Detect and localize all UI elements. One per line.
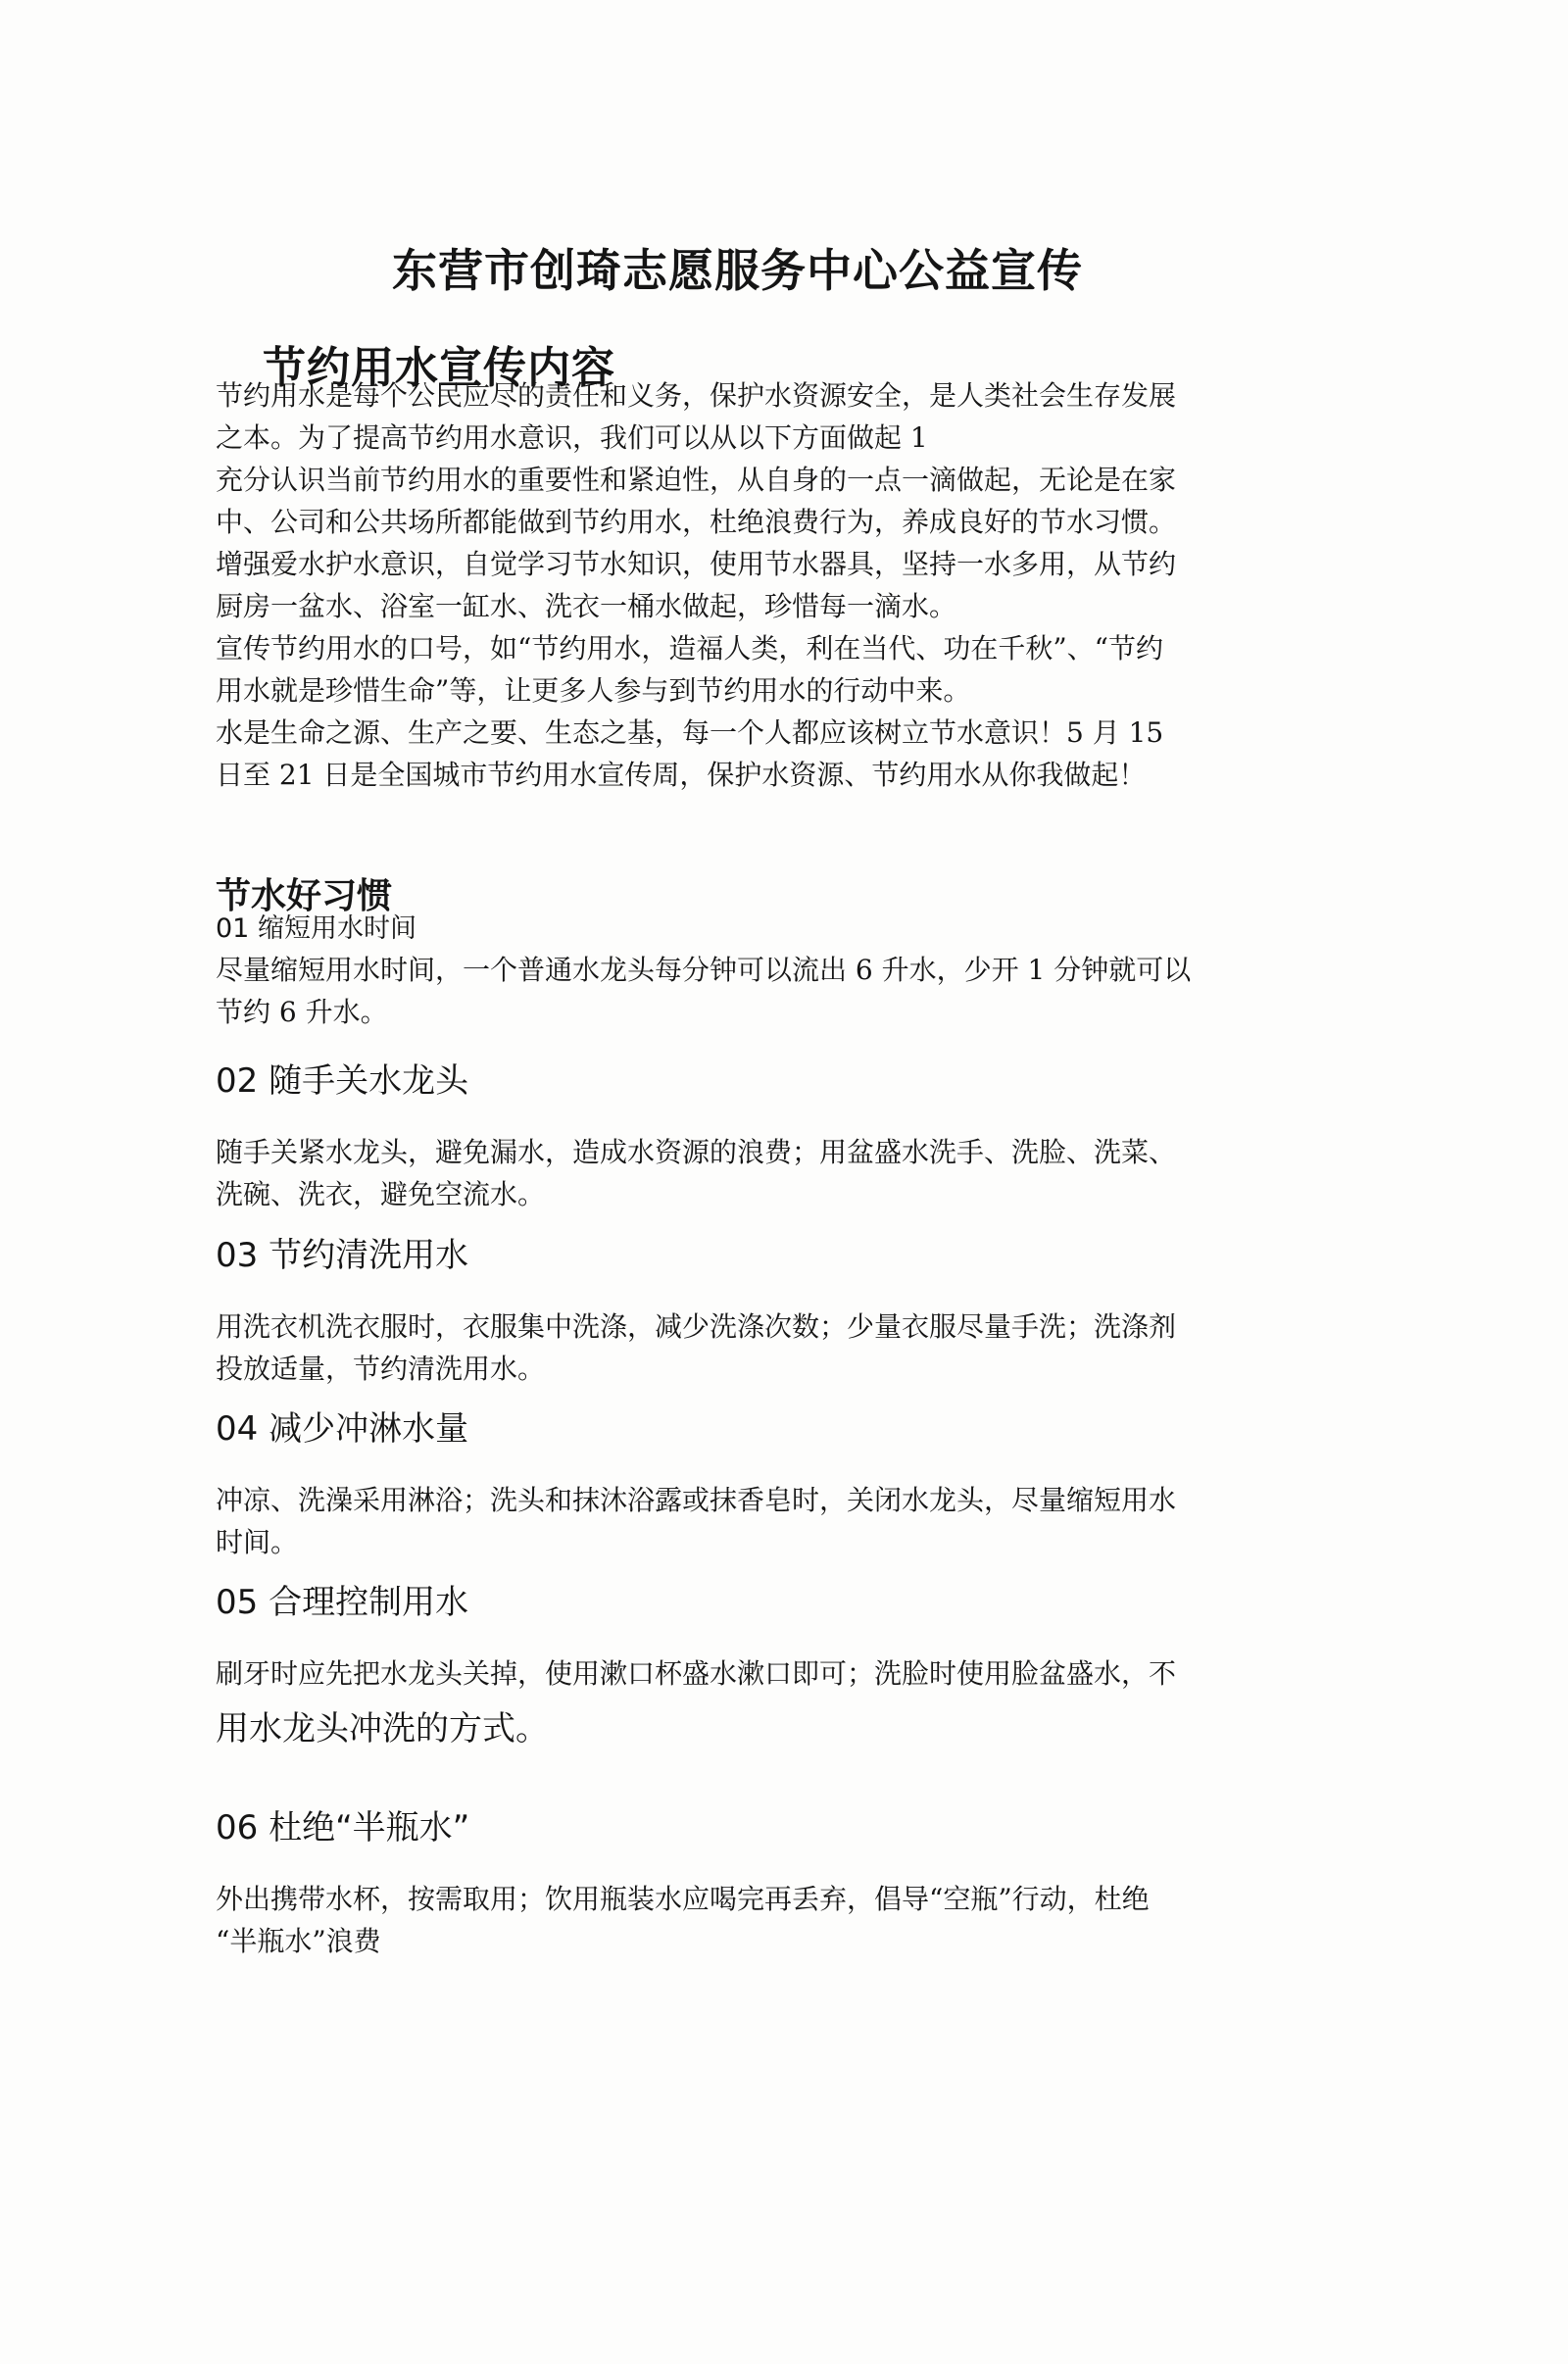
habit-line: 刷牙时应先把水龙头关掉，使用漱口杯盛水漱口即可；洗脸时使用脸盆盛水，不 (216, 1657, 1177, 1690)
intro-paragraph (216, 374, 1357, 796)
habit-line: 用洗衣机洗衣服时，衣服集中洗涤，减少洗涤次数；少量衣服尽量手洗；洗涤剂 (216, 1310, 1177, 1343)
intro-line: 之本。为了提高节约用水意识，我们可以从以下方面做起 1 (216, 421, 928, 454)
habit-line: 尽量缩短用水时间，一个普通水龙头每分钟可以流出 6 升水，少开 1 分钟就可以 (216, 954, 1192, 986)
habit-title: 06 杜绝“半瓶水” (216, 1808, 470, 1847)
intro-line: 水是生命之源、生产之要、生态之基，每一个人都应该树立节水意识！5 月 15 (216, 716, 1164, 749)
habit-title: 02 随手关水龙头 (216, 1061, 469, 1101)
habit-title: 04 减少冲淋水量 (216, 1409, 469, 1449)
habit-line: 洗碗、洗衣，避免空流水。 (216, 1178, 546, 1210)
habit-save-cleaning-water (216, 1233, 1362, 1390)
intro-line: 宣传节约用水的口号，如“节约用水，造福人类，利在当代、功在千秋”、“节约 (216, 632, 1163, 665)
habit-title: 05 合理控制用水 (216, 1583, 469, 1622)
habit-title: 01 缩短用水时间 (216, 913, 416, 944)
spacing (216, 1278, 1362, 1305)
intro-line: 节约用水是每个公民应尽的责任和义务，保护水资源安全，是人类社会生存发展 (216, 379, 1177, 412)
spacing (216, 1104, 1362, 1131)
intro-line: 厨房一盆水、浴室一缸水、洗衣一桶水做起，珍惜每一滴水。 (216, 590, 957, 622)
habit-line: 时间。 (216, 1526, 299, 1558)
habit-line: 用水龙头冲洗的方式。 (216, 1709, 549, 1748)
habit-avoid-half-bottle (216, 1805, 1362, 1962)
intro-line: 充分认识当前节约用水的重要性和紧迫性，从自身的一点一滴做起，无论是在家 (216, 464, 1177, 496)
habit-line: “半瓶水”浪费 (216, 1925, 381, 1957)
document-subtitle: 节约用水宣传内容 (263, 342, 615, 393)
habit-turn-off-tap (216, 1059, 1362, 1215)
document-title: 东营市创琦志愿服务中心公益宣传 (392, 243, 1083, 297)
habit-line: 冲凉、洗澡采用淋浴；洗头和抹沐浴露或抹香皂时，关闭水龙头，尽量缩短用水 (216, 1484, 1177, 1516)
habit-line: 投放适量，节约清洗用水。 (216, 1353, 546, 1385)
intro-line: 日至 21 日是全国城市节约用水宣传周，保护水资源、节约用水从你我做起！ (216, 759, 1147, 791)
intro-line: 中、公司和公共场所都能做到节约用水，杜绝浪费行为，养成良好的节水习惯。 (216, 506, 1177, 538)
intro-line: 用水就是珍惜生命”等，让更多人参与到节约用水的行动中来。 (216, 674, 971, 707)
habits-section-title: 节水好习惯 (216, 876, 393, 916)
habit-line: 外出携带水杯，按需取用；饮用瓶装水应喝完再丢弃，倡导“空瓶”行动，杜绝 (216, 1883, 1150, 1915)
intro-line: 增强爱水护水意识，自觉学习节水知识，使用节水器具，坚持一水多用，从节约 (216, 548, 1177, 580)
habit-line: 节约 6 升水。 (216, 996, 388, 1028)
spacing (216, 1850, 1362, 1878)
spacing (216, 1452, 1362, 1479)
habit-title: 03 节约清洗用水 (216, 1236, 469, 1275)
habit-shorten-water-time (216, 910, 1362, 1033)
habit-line: 随手关紧水龙头，避免漏水，造成水资源的浪费；用盆盛水洗手、洗脸、洗菜、 (216, 1136, 1177, 1168)
spacing (216, 1625, 1362, 1652)
habit-reduce-shower-water (216, 1406, 1362, 1563)
habit-control-water-use (216, 1580, 1362, 1753)
